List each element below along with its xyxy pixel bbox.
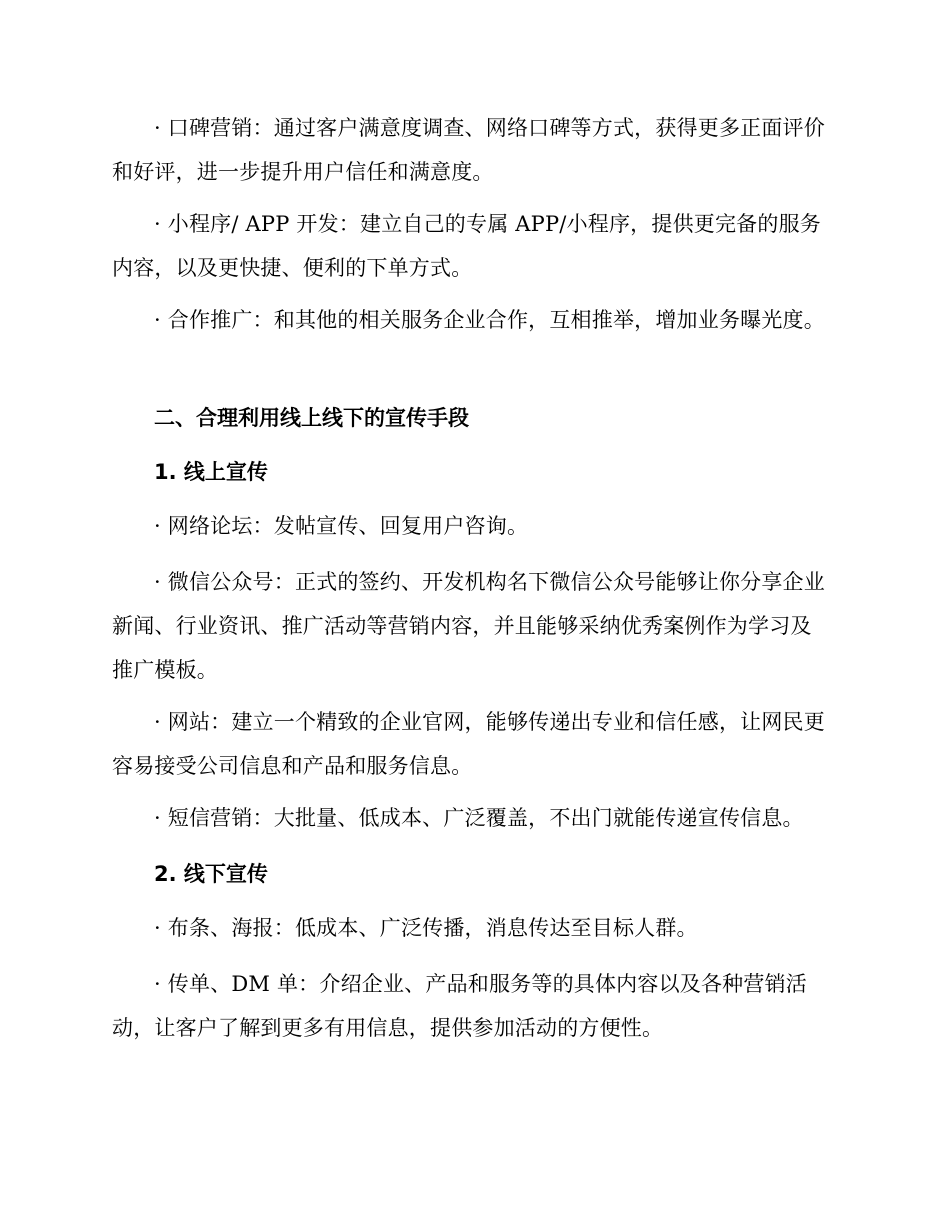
paragraph-sms: · 短信营销：大批量、低成本、广泛覆盖，不出门就能传递宣传信息。 <box>154 806 804 830</box>
subsection-heading-offline: 2. 线下宣传 <box>154 862 268 886</box>
paragraph-website: · 网站：建立一个精致的企业官网，能够传递出专业和信任感，让网民更容易接受公司信息和产品和服务信息。 <box>112 710 825 778</box>
section-heading: 二、合理利用线上线下的宣传手段 <box>154 406 469 430</box>
paragraph-word-of-mouth: · 口碑营销：通过客户满意度调查、网络口碑等方式，获得更多正面评价和好评，进一步提升用户信任和满意度。 <box>112 116 825 184</box>
paragraph-cooperation: · 合作推广：和其他的相关服务企业合作，互相推举，增加业务曝光度。 <box>154 308 825 332</box>
subsection-heading-online: 1. 线上宣传 <box>154 460 268 484</box>
paragraph-flyer-dm: · 传单、DM 单：介绍企业、产品和服务等的具体内容以及各种营销活动，让客户了解到更多有用信息，提供参加活动的方便性。 <box>112 972 807 1040</box>
paragraph-banner-poster: · 布条、海报：低成本、广泛传播，消息传达至目标人群。 <box>154 916 698 940</box>
paragraph-miniprogram-app: · 小程序/ APP 开发：建立自己的专属 APP/小程序，提供更完备的服务内容，以及更快捷、便利的下单方式。 <box>112 212 821 280</box>
paragraph-wechat: · 微信公众号：正式的签约、开发机构名下微信公众号能够让你分享企业新闻、行业资讯、推广活动等营销内容，并且能够采纳优秀案例作为学习及推广模板。 <box>112 570 825 682</box>
paragraph-forum: · 网络论坛：发帖宣传、回复用户咨询。 <box>154 514 529 538</box>
